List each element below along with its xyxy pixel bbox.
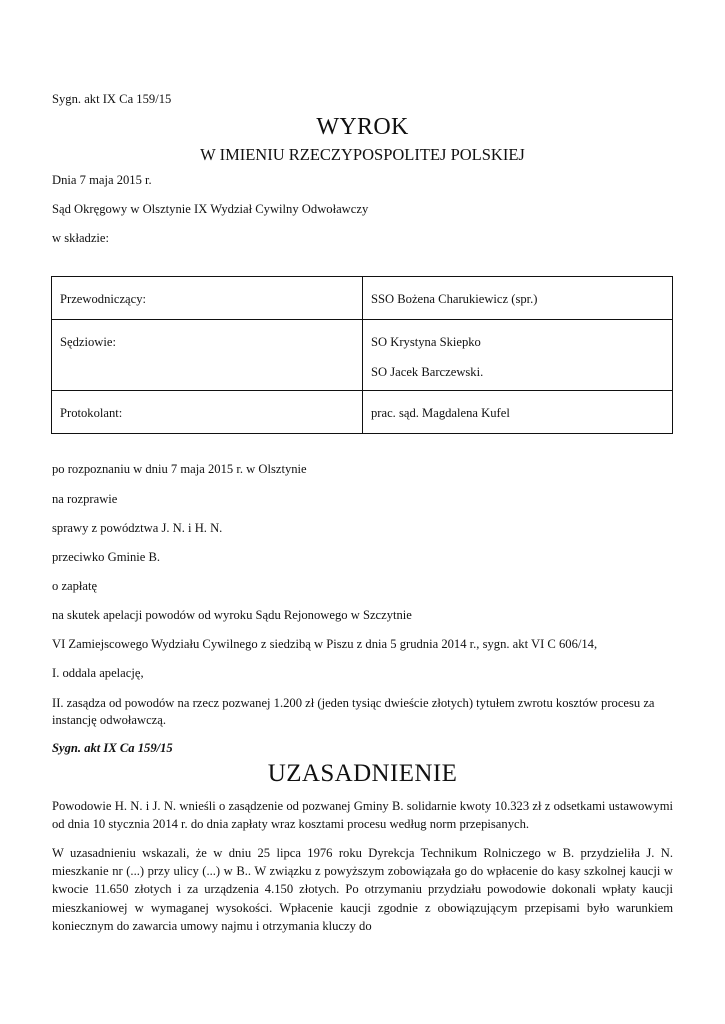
ruling-item: II. zasądza od powodów na rzecz pozwanej 1.200 zł (jeden tysiąc dwieście złotych) tytułem zwrotu kosztów procesu za instancję odwoławczą. [52,696,655,727]
judges-value-cell [363,320,673,391]
proceedings-line: VI Zamiejscowego Wydziału Cywilnego z siedzibą w Piszu z dnia 5 grudnia 2014 r., sygn. akt VI C 606/14, [52,637,598,651]
proceedings-line: o zapłatę [52,579,98,593]
table-row [52,277,673,320]
chair-label: Przewodniczący: [60,292,147,306]
clerk-label-cell [52,391,363,434]
judge-name: SO Jacek Barczewski. [371,365,484,379]
proceedings-line: na skutek apelacji powodów od wyroku Sądu Rejonowego w Szczytnie [52,608,412,622]
reasons-case-reference: Sygn. akt IX Ca 159/15 [52,741,173,755]
chair-label-cell [52,277,363,320]
case-reference: Sygn. akt IX Ca 159/15 [52,92,172,106]
judgment-subtitle: W IMIENIU RZECZYPOSPOLITEJ POLSKIEJ [200,145,525,164]
court-name: Sąd Okręgowy w Olsztynie IX Wydział Cywilny Odwoławczy [52,202,369,216]
reasons-title: UZASADNIENIE [267,760,458,787]
chair-value-cell [363,277,673,320]
judges-label: Sędziowie: [60,335,116,349]
panel-intro: w składzie: [52,231,110,245]
judges-label-cell [52,320,363,391]
judgment-date: Dnia 7 maja 2015 r. [52,173,152,187]
proceedings-line: po rozpoznaniu w dniu 7 maja 2015 r. w Olsztynie [52,462,307,476]
clerk-value-cell [363,391,673,434]
proceedings-line: na rozprawie [52,492,118,506]
table-row [52,320,673,391]
clerk-value: prac. sąd. Magdalena Kufel [371,406,510,420]
judgment-title: WYROK [316,114,409,140]
proceedings-line: przeciwko Gminie B. [52,550,161,564]
chair-value: SSO Bożena Charukiewicz (spr.) [371,292,538,306]
table-row [52,391,673,434]
reasons-paragraph: Powodowie H. N. i J. N. wnieśli o zasądzenie od pozwanej Gminy B. solidarnie kwoty 10.323 zł z odsetkami ustawowymi od dnia 10 stycznia 2014 r. do dnia zapłaty wraz kosztami procesu według norm przepisanych. [52,799,673,832]
judge-name: SO Krystyna Skiepko [371,335,481,349]
clerk-label: Protokolant: [60,406,123,420]
court-composition-table [51,276,673,434]
ruling-item: I. oddala apelację, [52,666,144,680]
reasons-paragraph: W uzasadnieniu wskazali, że w dniu 25 lipca 1976 roku Dyrekcja Technikum Rolniczego w B. przydzieliła J. N. mieszkanie nr (...) przy ulicy (...) w B.. W związku z powyższym zobowiązała go do wpłacenie do kasy szkolnej kaucji w kwocie 11.650 złotych i za urządzenia 4.150 złotych. Po otrzymaniu przydziału powodowie dokonali wpłaty kaucji mieszkaniowej w wymaganej wysokości. Wpłacenie kaucji zgodnie z obowiązującym przepisami było warunkiem koniecznym do zawarcia umowy najmu i otrzymania kluczy do [52,846,673,933]
proceedings-line: sprawy z powództwa J. N. i H. N. [52,521,223,535]
